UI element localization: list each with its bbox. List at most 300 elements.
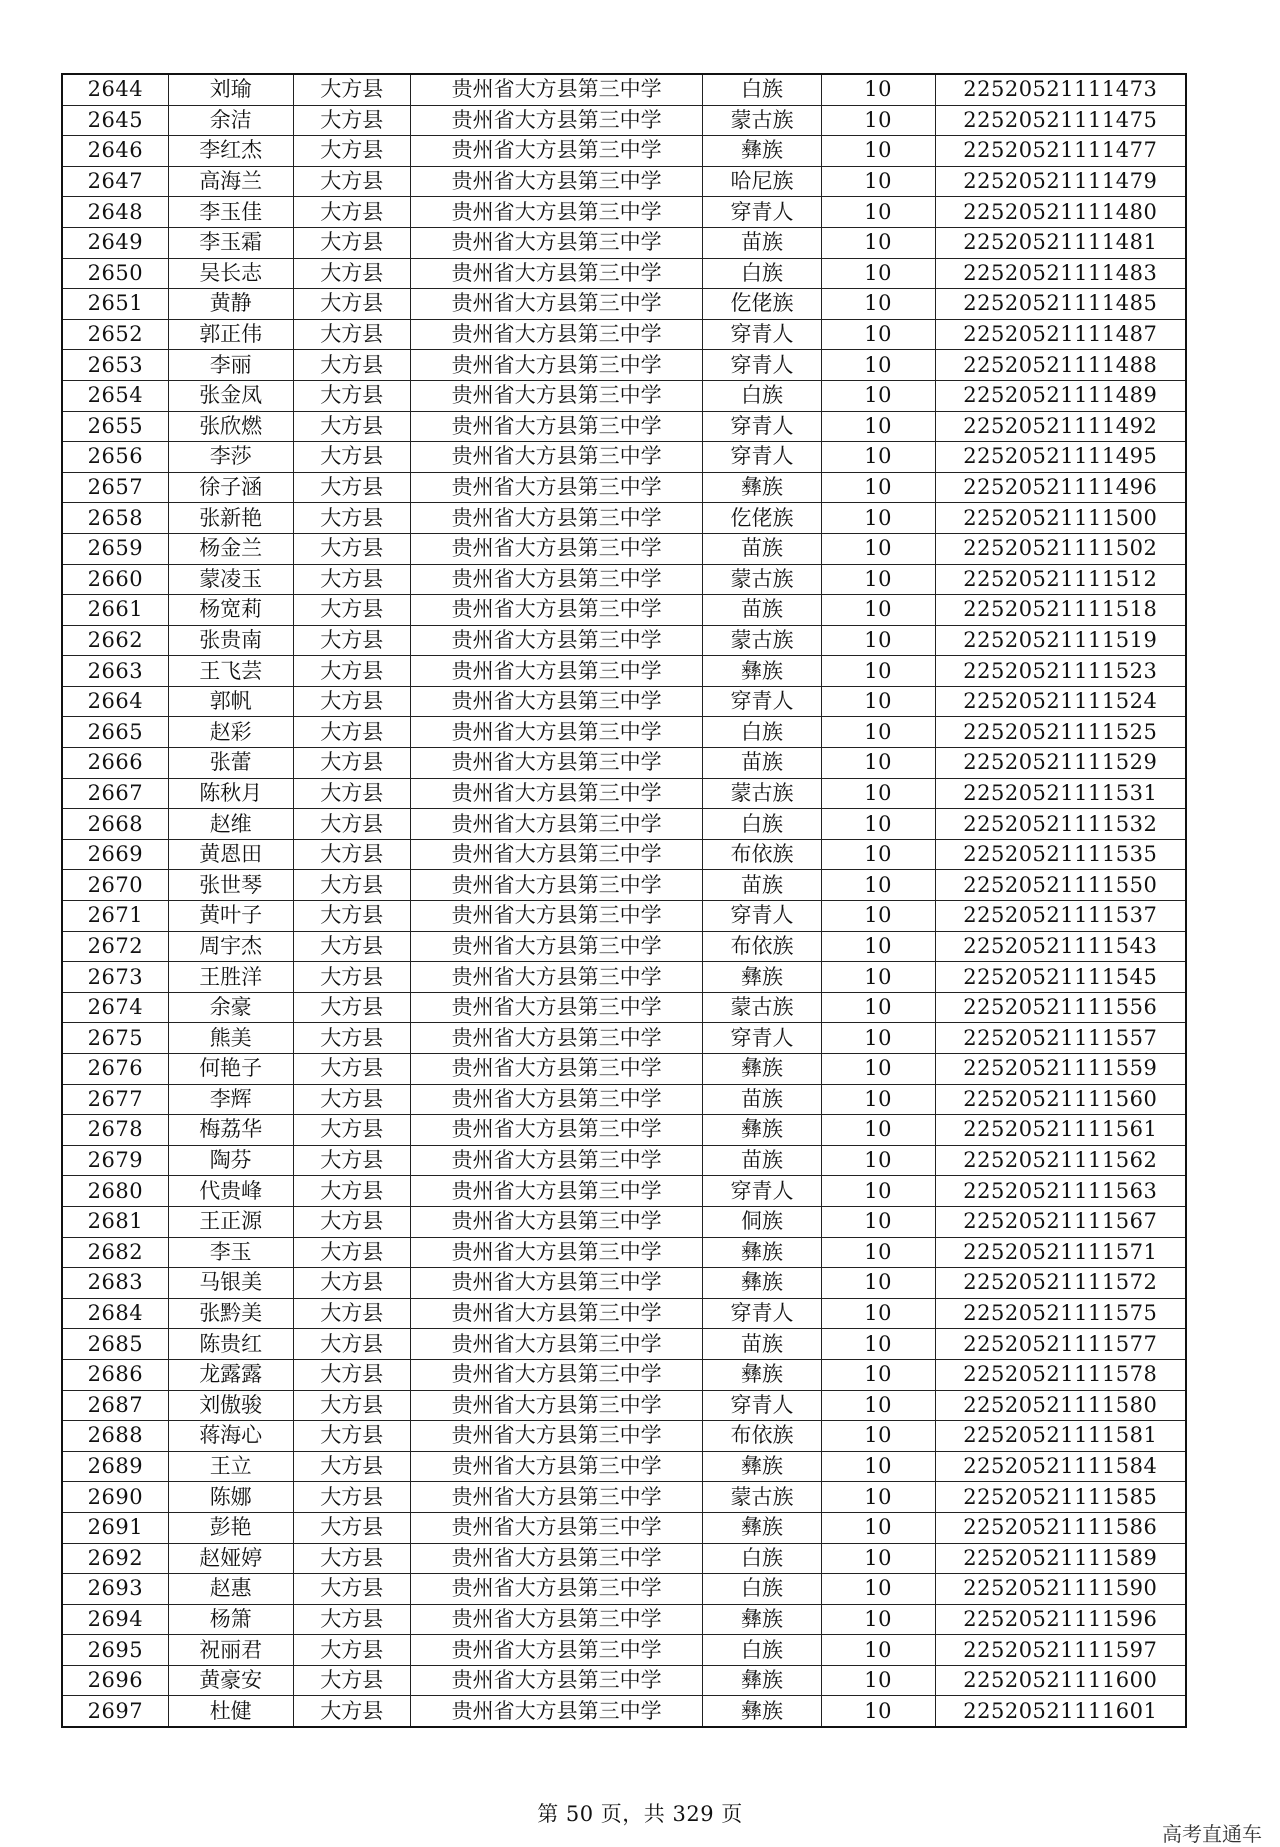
school-cell: 贵州省大方县第三中学 <box>410 319 703 350</box>
exam-id-cell: 22520521111525 <box>935 717 1186 748</box>
row-index-cell: 2669 <box>62 839 168 870</box>
score-cell: 10 <box>821 809 935 840</box>
table-row <box>62 839 1186 870</box>
school-cell: 贵州省大方县第三中学 <box>410 809 703 840</box>
county-cell: 大方县 <box>293 1329 410 1360</box>
name-cell: 张新艳 <box>168 503 293 534</box>
exam-id-cell: 22520521111557 <box>935 1023 1186 1054</box>
exam-id-cell: 22520521111560 <box>935 1084 1186 1115</box>
ethnicity-cell: 彝族 <box>703 1665 821 1696</box>
school-cell: 贵州省大方县第三中学 <box>410 901 703 932</box>
table-row <box>62 472 1186 503</box>
county-cell: 大方县 <box>293 1084 410 1115</box>
school-cell: 贵州省大方县第三中学 <box>410 105 703 136</box>
name-cell: 张欣燃 <box>168 411 293 442</box>
name-cell: 陶芬 <box>168 1145 293 1176</box>
school-cell: 贵州省大方县第三中学 <box>410 1298 703 1329</box>
county-cell: 大方县 <box>293 1482 410 1513</box>
name-cell: 余豪 <box>168 992 293 1023</box>
row-index-cell: 2663 <box>62 656 168 687</box>
name-cell: 陈秋月 <box>168 778 293 809</box>
county-cell: 大方县 <box>293 1176 410 1207</box>
county-cell: 大方县 <box>293 1268 410 1299</box>
school-cell: 贵州省大方县第三中学 <box>410 1451 703 1482</box>
exam-id-cell: 22520521111529 <box>935 748 1186 779</box>
school-cell: 贵州省大方县第三中学 <box>410 1206 703 1237</box>
name-cell: 李辉 <box>168 1084 293 1115</box>
county-cell: 大方县 <box>293 1237 410 1268</box>
name-cell: 徐子涵 <box>168 472 293 503</box>
row-index-cell: 2665 <box>62 717 168 748</box>
row-index-cell: 2668 <box>62 809 168 840</box>
score-cell: 10 <box>821 503 935 534</box>
exam-id-cell: 22520521111485 <box>935 289 1186 320</box>
row-index-cell: 2650 <box>62 258 168 289</box>
ethnicity-cell: 苗族 <box>703 595 821 626</box>
name-cell: 李丽 <box>168 350 293 381</box>
ethnicity-cell: 穿青人 <box>703 411 821 442</box>
row-index-cell: 2660 <box>62 564 168 595</box>
exam-id-cell: 22520521111543 <box>935 931 1186 962</box>
table-row <box>62 1084 1186 1115</box>
exam-id-cell: 22520521111545 <box>935 962 1186 993</box>
school-cell: 贵州省大方县第三中学 <box>410 962 703 993</box>
county-cell: 大方县 <box>293 105 410 136</box>
ethnicity-cell: 仡佬族 <box>703 289 821 320</box>
row-index-cell: 2691 <box>62 1512 168 1543</box>
table-row <box>62 74 1186 105</box>
score-cell: 10 <box>821 411 935 442</box>
name-cell: 张蕾 <box>168 748 293 779</box>
county-cell: 大方县 <box>293 319 410 350</box>
school-cell: 贵州省大方县第三中学 <box>410 1635 703 1666</box>
school-cell: 贵州省大方县第三中学 <box>410 656 703 687</box>
ethnicity-cell: 穿青人 <box>703 197 821 228</box>
table-row <box>62 931 1186 962</box>
exam-id-cell: 22520521111550 <box>935 870 1186 901</box>
score-cell: 10 <box>821 1665 935 1696</box>
exam-id-cell: 22520521111523 <box>935 656 1186 687</box>
county-cell: 大方县 <box>293 778 410 809</box>
row-index-cell: 2677 <box>62 1084 168 1115</box>
ethnicity-cell: 穿青人 <box>703 1298 821 1329</box>
exam-id-cell: 22520521111488 <box>935 350 1186 381</box>
ethnicity-cell: 穿青人 <box>703 442 821 473</box>
school-cell: 贵州省大方县第三中学 <box>410 625 703 656</box>
ethnicity-cell: 蒙古族 <box>703 778 821 809</box>
name-cell: 李玉霜 <box>168 227 293 258</box>
ethnicity-cell: 白族 <box>703 809 821 840</box>
table-row <box>62 1696 1186 1727</box>
table-row <box>62 1298 1186 1329</box>
score-cell: 10 <box>821 105 935 136</box>
school-cell: 贵州省大方县第三中学 <box>410 533 703 564</box>
table-row <box>62 901 1186 932</box>
county-cell: 大方县 <box>293 1054 410 1085</box>
exam-id-cell: 22520521111571 <box>935 1237 1186 1268</box>
county-cell: 大方县 <box>293 1696 410 1727</box>
table-row <box>62 136 1186 167</box>
row-index-cell: 2657 <box>62 472 168 503</box>
row-index-cell: 2646 <box>62 136 168 167</box>
row-index-cell: 2697 <box>62 1696 168 1727</box>
county-cell: 大方县 <box>293 472 410 503</box>
score-cell: 10 <box>821 625 935 656</box>
school-cell: 贵州省大方县第三中学 <box>410 258 703 289</box>
score-cell: 10 <box>821 136 935 167</box>
score-cell: 10 <box>821 1421 935 1452</box>
ethnicity-cell: 苗族 <box>703 870 821 901</box>
name-cell: 高海兰 <box>168 166 293 197</box>
score-cell: 10 <box>821 1635 935 1666</box>
county-cell: 大方县 <box>293 870 410 901</box>
county-cell: 大方县 <box>293 931 410 962</box>
roster-table-body <box>62 74 1186 1727</box>
row-index-cell: 2692 <box>62 1543 168 1574</box>
table-row <box>62 1054 1186 1085</box>
county-cell: 大方县 <box>293 1145 410 1176</box>
table-row <box>62 1604 1186 1635</box>
ethnicity-cell: 彝族 <box>703 656 821 687</box>
score-cell: 10 <box>821 1176 935 1207</box>
row-index-cell: 2682 <box>62 1237 168 1268</box>
county-cell: 大方县 <box>293 748 410 779</box>
name-cell: 祝丽君 <box>168 1635 293 1666</box>
ethnicity-cell: 穿青人 <box>703 1176 821 1207</box>
table-row <box>62 197 1186 228</box>
table-row <box>62 686 1186 717</box>
table-row <box>62 166 1186 197</box>
county-cell: 大方县 <box>293 350 410 381</box>
table-row <box>62 656 1186 687</box>
school-cell: 贵州省大方县第三中学 <box>410 1023 703 1054</box>
county-cell: 大方县 <box>293 533 410 564</box>
exam-id-cell: 22520521111475 <box>935 105 1186 136</box>
score-cell: 10 <box>821 74 935 105</box>
county-cell: 大方县 <box>293 564 410 595</box>
name-cell: 刘瑜 <box>168 74 293 105</box>
school-cell: 贵州省大方县第三中学 <box>410 595 703 626</box>
ethnicity-cell: 蒙古族 <box>703 1482 821 1513</box>
table-row <box>62 1665 1186 1696</box>
exam-id-cell: 22520521111518 <box>935 595 1186 626</box>
county-cell: 大方县 <box>293 1512 410 1543</box>
name-cell: 代贵峰 <box>168 1176 293 1207</box>
row-index-cell: 2686 <box>62 1359 168 1390</box>
table-row <box>62 1268 1186 1299</box>
score-cell: 10 <box>821 595 935 626</box>
score-cell: 10 <box>821 839 935 870</box>
name-cell: 何艳子 <box>168 1054 293 1085</box>
ethnicity-cell: 彝族 <box>703 136 821 167</box>
name-cell: 杨金兰 <box>168 533 293 564</box>
county-cell: 大方县 <box>293 227 410 258</box>
exam-id-cell: 22520521111559 <box>935 1054 1186 1085</box>
table-row <box>62 1543 1186 1574</box>
exam-id-cell: 22520521111581 <box>935 1421 1186 1452</box>
county-cell: 大方县 <box>293 686 410 717</box>
exam-id-cell: 22520521111483 <box>935 258 1186 289</box>
county-cell: 大方县 <box>293 1574 410 1605</box>
exam-id-cell: 22520521111561 <box>935 1115 1186 1146</box>
ethnicity-cell: 穿青人 <box>703 350 821 381</box>
school-cell: 贵州省大方县第三中学 <box>410 839 703 870</box>
row-index-cell: 2667 <box>62 778 168 809</box>
score-cell: 10 <box>821 901 935 932</box>
table-row <box>62 1574 1186 1605</box>
table-row <box>62 533 1186 564</box>
exam-id-cell: 22520521111586 <box>935 1512 1186 1543</box>
score-cell: 10 <box>821 197 935 228</box>
score-cell: 10 <box>821 472 935 503</box>
school-cell: 贵州省大方县第三中学 <box>410 992 703 1023</box>
ethnicity-cell: 哈尼族 <box>703 166 821 197</box>
name-cell: 彭艳 <box>168 1512 293 1543</box>
name-cell: 周宇杰 <box>168 931 293 962</box>
ethnicity-cell: 穿青人 <box>703 686 821 717</box>
ethnicity-cell: 彝族 <box>703 1451 821 1482</box>
table-row <box>62 992 1186 1023</box>
school-cell: 贵州省大方县第三中学 <box>410 1604 703 1635</box>
row-index-cell: 2652 <box>62 319 168 350</box>
county-cell: 大方县 <box>293 411 410 442</box>
table-row <box>62 1421 1186 1452</box>
name-cell: 李玉 <box>168 1237 293 1268</box>
school-cell: 贵州省大方县第三中学 <box>410 136 703 167</box>
name-cell: 龙露露 <box>168 1359 293 1390</box>
score-cell: 10 <box>821 870 935 901</box>
name-cell: 黄恩田 <box>168 839 293 870</box>
exam-id-cell: 22520521111578 <box>935 1359 1186 1390</box>
watermark-text: 高考直通车 <box>1162 1822 1262 1846</box>
table-row <box>62 778 1186 809</box>
ethnicity-cell: 苗族 <box>703 1329 821 1360</box>
ethnicity-cell: 苗族 <box>703 1084 821 1115</box>
ethnicity-cell: 彝族 <box>703 1696 821 1727</box>
exam-id-cell: 22520521111500 <box>935 503 1186 534</box>
name-cell: 刘傲骏 <box>168 1390 293 1421</box>
county-cell: 大方县 <box>293 1390 410 1421</box>
score-cell: 10 <box>821 1359 935 1390</box>
county-cell: 大方县 <box>293 1604 410 1635</box>
county-cell: 大方县 <box>293 503 410 534</box>
score-cell: 10 <box>821 1604 935 1635</box>
exam-id-cell: 22520521111601 <box>935 1696 1186 1727</box>
ethnicity-cell: 白族 <box>703 74 821 105</box>
exam-id-cell: 22520521111492 <box>935 411 1186 442</box>
ethnicity-cell: 蒙古族 <box>703 992 821 1023</box>
name-cell: 王立 <box>168 1451 293 1482</box>
school-cell: 贵州省大方县第三中学 <box>410 411 703 442</box>
row-index-cell: 2685 <box>62 1329 168 1360</box>
exam-id-cell: 22520521111535 <box>935 839 1186 870</box>
ethnicity-cell: 白族 <box>703 1543 821 1574</box>
score-cell: 10 <box>821 962 935 993</box>
ethnicity-cell: 仡佬族 <box>703 503 821 534</box>
score-cell: 10 <box>821 1206 935 1237</box>
county-cell: 大方县 <box>293 1023 410 1054</box>
ethnicity-cell: 苗族 <box>703 1145 821 1176</box>
county-cell: 大方县 <box>293 1206 410 1237</box>
county-cell: 大方县 <box>293 992 410 1023</box>
name-cell: 黄静 <box>168 289 293 320</box>
county-cell: 大方县 <box>293 717 410 748</box>
school-cell: 贵州省大方县第三中学 <box>410 472 703 503</box>
exam-id-cell: 22520521111496 <box>935 472 1186 503</box>
score-cell: 10 <box>821 1390 935 1421</box>
county-cell: 大方县 <box>293 442 410 473</box>
row-index-cell: 2696 <box>62 1665 168 1696</box>
score-cell: 10 <box>821 1696 935 1727</box>
name-cell: 李莎 <box>168 442 293 473</box>
name-cell: 余洁 <box>168 105 293 136</box>
school-cell: 贵州省大方县第三中学 <box>410 1574 703 1605</box>
row-index-cell: 2644 <box>62 74 168 105</box>
name-cell: 蒋海心 <box>168 1421 293 1452</box>
score-cell: 10 <box>821 350 935 381</box>
ethnicity-cell: 彝族 <box>703 1237 821 1268</box>
table-row <box>62 748 1186 779</box>
school-cell: 贵州省大方县第三中学 <box>410 1390 703 1421</box>
exam-id-cell: 22520521111487 <box>935 319 1186 350</box>
row-index-cell: 2659 <box>62 533 168 564</box>
score-cell: 10 <box>821 656 935 687</box>
school-cell: 贵州省大方县第三中学 <box>410 74 703 105</box>
name-cell: 王飞芸 <box>168 656 293 687</box>
table-row <box>62 380 1186 411</box>
table-row <box>62 105 1186 136</box>
ethnicity-cell: 苗族 <box>703 748 821 779</box>
name-cell: 杨箫 <box>168 1604 293 1635</box>
row-index-cell: 2651 <box>62 289 168 320</box>
exam-id-cell: 22520521111585 <box>935 1482 1186 1513</box>
school-cell: 贵州省大方县第三中学 <box>410 1084 703 1115</box>
county-cell: 大方县 <box>293 1115 410 1146</box>
row-index-cell: 2693 <box>62 1574 168 1605</box>
school-cell: 贵州省大方县第三中学 <box>410 1665 703 1696</box>
table-row <box>62 319 1186 350</box>
table-row <box>62 411 1186 442</box>
ethnicity-cell: 彝族 <box>703 1115 821 1146</box>
county-cell: 大方县 <box>293 166 410 197</box>
school-cell: 贵州省大方县第三中学 <box>410 931 703 962</box>
row-index-cell: 2672 <box>62 931 168 962</box>
score-cell: 10 <box>821 1512 935 1543</box>
exam-id-cell: 22520521111562 <box>935 1145 1186 1176</box>
exam-id-cell: 22520521111502 <box>935 533 1186 564</box>
row-index-cell: 2688 <box>62 1421 168 1452</box>
county-cell: 大方县 <box>293 1635 410 1666</box>
score-cell: 10 <box>821 1054 935 1085</box>
row-index-cell: 2676 <box>62 1054 168 1085</box>
row-index-cell: 2662 <box>62 625 168 656</box>
school-cell: 贵州省大方县第三中学 <box>410 564 703 595</box>
table-row <box>62 503 1186 534</box>
exam-id-cell: 22520521111473 <box>935 74 1186 105</box>
county-cell: 大方县 <box>293 901 410 932</box>
exam-id-cell: 22520521111567 <box>935 1206 1186 1237</box>
ethnicity-cell: 蒙古族 <box>703 105 821 136</box>
row-index-cell: 2681 <box>62 1206 168 1237</box>
table-row <box>62 1512 1186 1543</box>
school-cell: 贵州省大方县第三中学 <box>410 1359 703 1390</box>
table-row <box>62 1329 1186 1360</box>
exam-id-cell: 22520521111584 <box>935 1451 1186 1482</box>
table-row <box>62 1145 1186 1176</box>
page-number: 第 50 页，共 329 页 <box>537 1802 743 1826</box>
row-index-cell: 2694 <box>62 1604 168 1635</box>
school-cell: 贵州省大方县第三中学 <box>410 1482 703 1513</box>
row-index-cell: 2675 <box>62 1023 168 1054</box>
row-index-cell: 2648 <box>62 197 168 228</box>
name-cell: 吴长志 <box>168 258 293 289</box>
exam-id-cell: 22520521111596 <box>935 1604 1186 1635</box>
score-cell: 10 <box>821 778 935 809</box>
row-index-cell: 2674 <box>62 992 168 1023</box>
row-index-cell: 2683 <box>62 1268 168 1299</box>
exam-id-cell: 22520521111577 <box>935 1329 1186 1360</box>
name-cell: 黄豪安 <box>168 1665 293 1696</box>
ethnicity-cell: 苗族 <box>703 533 821 564</box>
ethnicity-cell: 白族 <box>703 1574 821 1605</box>
table-row <box>62 227 1186 258</box>
county-cell: 大方县 <box>293 1298 410 1329</box>
exam-id-cell: 22520521111532 <box>935 809 1186 840</box>
score-cell: 10 <box>821 380 935 411</box>
score-cell: 10 <box>821 289 935 320</box>
table-row <box>62 564 1186 595</box>
row-index-cell: 2654 <box>62 380 168 411</box>
ethnicity-cell: 苗族 <box>703 227 821 258</box>
score-cell: 10 <box>821 319 935 350</box>
name-cell: 赵维 <box>168 809 293 840</box>
ethnicity-cell: 彝族 <box>703 472 821 503</box>
county-cell: 大方县 <box>293 258 410 289</box>
name-cell: 陈娜 <box>168 1482 293 1513</box>
ethnicity-cell: 穿青人 <box>703 319 821 350</box>
row-index-cell: 2649 <box>62 227 168 258</box>
ethnicity-cell: 穿青人 <box>703 1390 821 1421</box>
row-index-cell: 2671 <box>62 901 168 932</box>
school-cell: 贵州省大方县第三中学 <box>410 1176 703 1207</box>
exam-id-cell: 22520521111512 <box>935 564 1186 595</box>
name-cell: 张贵南 <box>168 625 293 656</box>
score-cell: 10 <box>821 1451 935 1482</box>
school-cell: 贵州省大方县第三中学 <box>410 227 703 258</box>
exam-id-cell: 22520521111563 <box>935 1176 1186 1207</box>
row-index-cell: 2666 <box>62 748 168 779</box>
county-cell: 大方县 <box>293 595 410 626</box>
name-cell: 李玉佳 <box>168 197 293 228</box>
score-cell: 10 <box>821 1023 935 1054</box>
school-cell: 贵州省大方县第三中学 <box>410 1421 703 1452</box>
table-row <box>62 717 1186 748</box>
county-cell: 大方县 <box>293 1451 410 1482</box>
name-cell: 赵彩 <box>168 717 293 748</box>
ethnicity-cell: 彝族 <box>703 1268 821 1299</box>
county-cell: 大方县 <box>293 962 410 993</box>
ethnicity-cell: 白族 <box>703 1635 821 1666</box>
name-cell: 郭帆 <box>168 686 293 717</box>
row-index-cell: 2687 <box>62 1390 168 1421</box>
row-index-cell: 2690 <box>62 1482 168 1513</box>
school-cell: 贵州省大方县第三中学 <box>410 380 703 411</box>
table-row <box>62 1206 1186 1237</box>
ethnicity-cell: 彝族 <box>703 1359 821 1390</box>
name-cell: 赵惠 <box>168 1574 293 1605</box>
name-cell: 郭正伟 <box>168 319 293 350</box>
score-cell: 10 <box>821 1084 935 1115</box>
